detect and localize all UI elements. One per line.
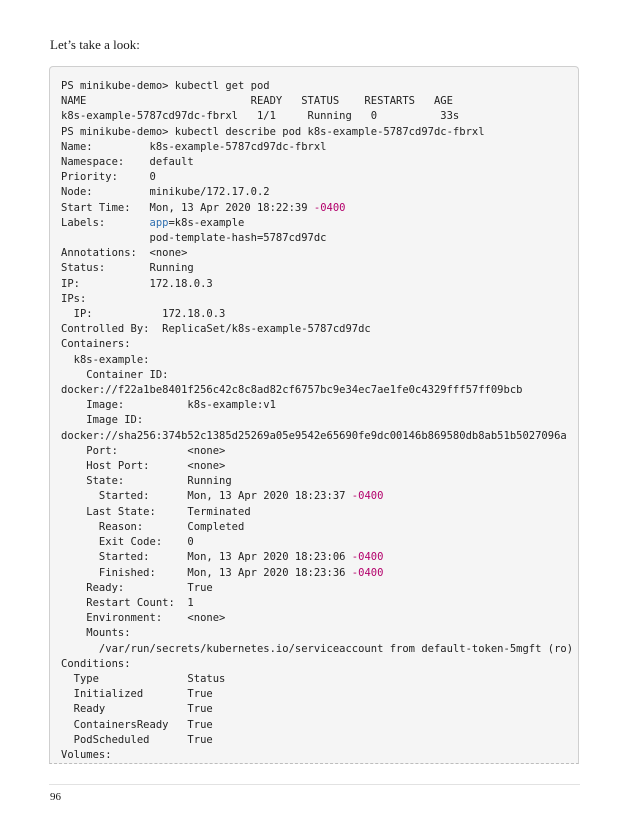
code-line	[61, 293, 86, 305]
code-line	[61, 673, 225, 685]
code-segment: Container ID:	[61, 368, 169, 381]
code-segment: Conditions:	[61, 657, 131, 670]
code-line	[61, 126, 485, 138]
code-line	[61, 536, 194, 548]
code-segment: Restart Count: 1	[61, 596, 194, 609]
code-segment: Port: <none>	[61, 444, 226, 457]
code-line	[61, 643, 573, 655]
code-segment: Last State: Terminated	[61, 505, 251, 518]
code-segment: Finished: Mon, 13 Apr 2020 18:23:36	[61, 566, 352, 579]
code-segment: Reason: Completed	[61, 520, 245, 533]
code-line	[61, 551, 383, 563]
code-line	[61, 414, 143, 426]
code-segment: Mounts:	[61, 627, 131, 640]
code-segment: pod-template-hash=5787cd97dc	[61, 232, 327, 245]
code-segment: Ready True	[61, 703, 213, 716]
code-segment: IP: 172.18.0.3	[61, 277, 213, 290]
code-listing	[49, 66, 579, 764]
code-segment: Start Time: Mon, 13 Apr 2020 18:22:39	[61, 201, 314, 214]
code-line	[61, 110, 459, 122]
code-line	[61, 399, 276, 411]
code-line	[61, 217, 244, 229]
code-segment: PodScheduled True	[61, 733, 213, 746]
code-line	[61, 567, 383, 579]
code-segment: IP: 172.18.0.3	[61, 308, 226, 321]
code-line	[61, 369, 168, 381]
code-segment: Controlled By: ReplicaSet/k8s-example-5787cd97dc	[61, 323, 371, 336]
code-line	[61, 445, 225, 457]
code-segment: Status: Running	[61, 262, 194, 275]
code-segment: app	[149, 216, 169, 229]
code-line	[61, 95, 453, 107]
code-segment: PS minikube-demo> kubectl get pod	[61, 80, 270, 92]
code-line	[61, 338, 131, 350]
code-line	[61, 597, 194, 609]
code-line	[61, 475, 232, 487]
code-line	[61, 688, 213, 700]
code-line	[61, 430, 567, 442]
code-segment: Ready: True	[61, 581, 213, 594]
code-segment: -0400	[351, 566, 384, 579]
code-segment: Volumes:	[61, 748, 112, 761]
code-segment: docker://sha256:374b52c1385d25269a05e9542e65690fe9dc00146b869580db8ab51b5027096a	[61, 429, 567, 442]
code-line	[61, 186, 270, 198]
code-line	[61, 156, 194, 168]
code-segment: docker://f22a1be8401f256c42c8c8ad82cf6757bc9e34ec7ae1fe0c4329fff57ff09bcb	[61, 384, 523, 397]
terminal-output	[61, 79, 573, 763]
code-line	[61, 719, 213, 731]
code-segment: Exit Code: 0	[61, 536, 194, 549]
code-segment: Image: k8s-example:v1	[61, 399, 276, 412]
code-segment: Started: Mon, 13 Apr 2020 18:23:37	[61, 490, 352, 503]
code-segment: -0400	[313, 201, 346, 214]
code-segment: Name: k8s-example-5787cd97dc-fbrxl	[61, 140, 327, 153]
code-segment: Image ID:	[61, 414, 144, 427]
code-line	[61, 171, 156, 183]
code-segment: NAME READY STATUS RESTARTS AGE	[61, 95, 453, 108]
code-line	[61, 612, 225, 624]
code-line	[61, 627, 131, 639]
code-line	[61, 658, 131, 670]
code-segment: Host Port: <none>	[61, 460, 226, 473]
code-line	[61, 323, 371, 335]
code-line	[61, 582, 213, 594]
code-segment: Initialized True	[61, 688, 213, 701]
code-line	[61, 262, 194, 274]
footer-divider	[49, 784, 580, 785]
code-line	[61, 521, 244, 533]
code-line	[61, 749, 112, 761]
intro-text: Let’s take a look:	[50, 37, 140, 52]
code-segment: Type Status	[61, 672, 226, 685]
code-line	[61, 384, 522, 396]
code-segment: Node: minikube/172.17.0.2	[61, 186, 270, 199]
code-segment: Namespace: default	[61, 156, 194, 169]
code-line	[61, 141, 327, 153]
code-line	[61, 354, 150, 366]
code-line	[61, 80, 270, 92]
code-segment: Labels:	[61, 216, 150, 229]
code-line	[61, 506, 251, 518]
code-line	[61, 734, 213, 746]
code-segment: -0400	[351, 490, 384, 503]
code-segment: k8s-example-5787cd97dc-fbrxl 1/1 Running 0 33s	[61, 110, 460, 123]
code-segment: Priority: 0	[61, 171, 156, 184]
code-segment: -0400	[351, 551, 384, 564]
code-line	[61, 278, 213, 290]
code-segment: Annotations: <none>	[61, 247, 188, 260]
page-number: 96	[50, 791, 61, 803]
code-segment: Containers:	[61, 338, 131, 351]
code-line	[61, 308, 225, 320]
code-line	[61, 202, 345, 214]
code-segment: /var/run/secrets/kubernetes.io/serviceaccount from default-token-5mgft (ro)	[61, 642, 574, 655]
code-segment: PS minikube-demo> kubectl describe pod k8s-example-5787cd97dc-fbrxl	[61, 125, 485, 138]
code-segment: Environment: <none>	[61, 612, 226, 625]
code-line	[61, 703, 213, 715]
code-segment: Started: Mon, 13 Apr 2020 18:23:06	[61, 551, 352, 564]
code-line	[61, 490, 383, 502]
code-segment: IPs:	[61, 292, 87, 305]
code-line	[61, 232, 327, 244]
code-segment: State: Running	[61, 475, 232, 488]
code-segment: k8s-example:	[61, 353, 150, 366]
code-line	[61, 460, 225, 472]
code-line	[61, 247, 187, 259]
code-segment: =k8s-example	[168, 216, 245, 229]
code-segment: ContainersReady True	[61, 718, 213, 731]
